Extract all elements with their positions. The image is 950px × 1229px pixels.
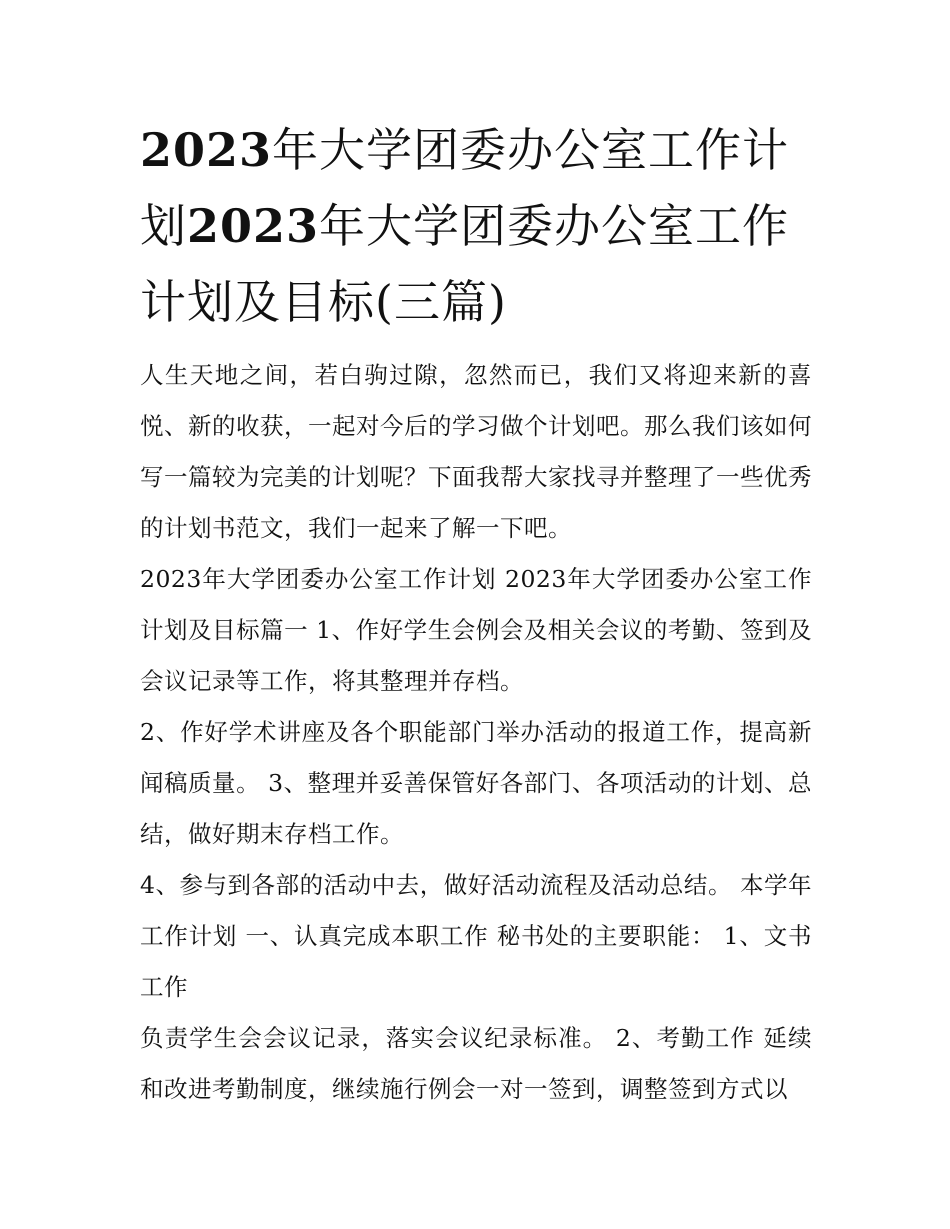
title-text-2: 年大学团委办公室工作计划及目标(三篇) <box>140 199 790 329</box>
body-paragraph-4: 负责学生会会议记录，落实会议纪录标准。 2、考勤工作 延续和改进考勤制度，继续施行例会一对一签到，调整签到方式以 <box>140 1024 812 1103</box>
title-year-2: 2023 <box>187 199 320 253</box>
title-year-1: 2023 <box>140 123 273 177</box>
body-paragraph-3: 4、参与到各部的活动中去，做好活动流程及活动总结。 本学年工作计划 一、认真完成本职工作 秘书处的主要职能： 1、文书工作 <box>140 871 812 1001</box>
document-page <box>140 112 812 1115</box>
title-text-1: 年大学团委办公室工作计划 <box>140 123 790 253</box>
intro-paragraph: 人生天地之间，若白驹过隙，忽然而已，我们又将迎来新的喜悦、新的收获，一起对今后的学习做个计划吧。那么我们该如何写一篇较为完美的计划呢？下面我帮大家找寻并整理了一些优秀的计划书范文，我们一起来了解一下吧。 <box>140 361 812 542</box>
body-paragraph-1: 2023年大学团委办公室工作计划 2023年大学团委办公室工作计划及目标篇一 1、作好学生会例会及相关会议的考勤、签到及会议记录等工作，将其整理并存档。 <box>140 565 812 695</box>
document-title <box>140 112 812 340</box>
body-paragraph-2: 2、作好学术讲座及各个职能部门举办活动的报道工作，提高新闻稿质量。 3、整理并妥善保管好各部门、各项活动的计划、总结，做好期末存档工作。 <box>140 718 812 848</box>
